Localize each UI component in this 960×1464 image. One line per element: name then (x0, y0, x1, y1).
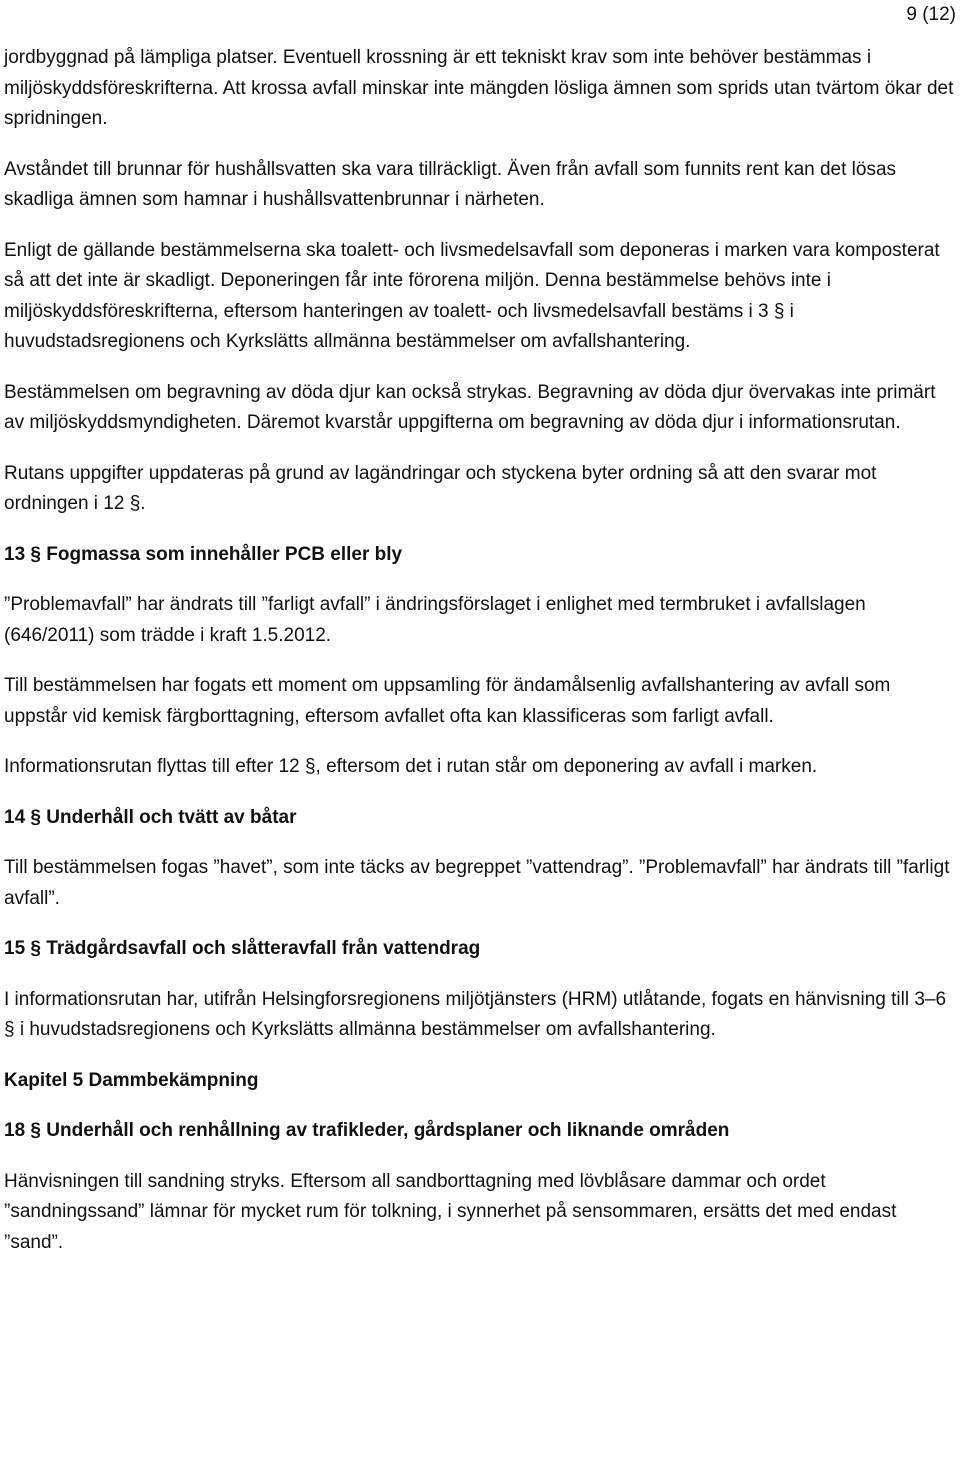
paragraph-box-update: Rutans uppgifter uppdateras på grund av lagändringar och styckena byter ordning så att den svarar mot ordningen i 12 §. (4, 462, 877, 514)
section-heading-18: 18 § Underhåll och renhållning av trafikleder, gårdsplaner och liknande områden (4, 1120, 730, 1141)
paragraph-sanding: Hänvisningen till sandning stryks. Eftersom all sandborttagning med lövblåsare dammar och ordet ”sandningssand” lämnar för mycket rum för tolkning, i synnerhet på sensommaren, ersätts det med endast ”sand”. (4, 1170, 897, 1253)
paragraph-toilet-waste: Enligt de gällande bestämmelserna ska toalett- och livsmedelsavfall som deponeras i marken vara komposterat så att det inte är skadligt. Deponeringen får inte förorena miljön. Denna bestämmelse behövs inte i miljöskyddsföreskrifterna, eftersom hanteringen av toalett- och livsmedelsavfall bestäms i 3 § i huvudstadsregionens och Kyrkslätts allmänna bestämmelser om avfallshantering. (4, 239, 940, 352)
paragraph-animal-burial: Bestämmelsen om begravning av döda djur kan också strykas. Begravning av döda djur övervakas inte primärt av miljöskyddsmyndigheten. Däremot kvarstår uppgifterna om begravning av döda djur i informationsrutan. (4, 381, 936, 433)
paragraph-problem-waste: ”Problemavfall” har ändrats till ”farligt avfall” i ändringsförslaget i enlighet med termbruket i avfallslagen (646/2011) som trädde i kraft 1.5.2012. (4, 594, 866, 646)
paragraph-info-box-moved: Informationsrutan flyttas till efter 12 §, eftersom det i rutan står om deponering av avfall i marken. (4, 756, 818, 777)
paragraph-paint-removal: Till bestämmelsen har fogats ett moment om uppsamling för ändamålsenlig avfallshantering av avfall som uppstår vid kemisk färgborttagning, eftersom avfallet ofta kan klassificeras som farligt avfall. (4, 675, 891, 727)
section-heading-13: 13 § Fogmassa som innehåller PCB eller bly (4, 543, 403, 565)
section-heading-15: 15 § Trädgårdsavfall och slåtteravfall från vattendrag (4, 938, 481, 959)
paragraph-wells: Avståndet till brunnar för hushållsvatten ska vara tillräckligt. Även från avfall som funnits rent kan det lösas skadliga ämnen som hamnar i hushållsvattenbrunnar i närheten. (4, 158, 897, 210)
chapter-heading-5: Kapitel 5 Dammbekämpning (4, 1069, 259, 1091)
paragraph-hrm: I informationsrutan har, utifrån Helsingforsregionens miljötjänsters (HRM) utlåtande, fogats en hänvisning till 3–6 § i huvudstadsregionens och Kyrkslätts allmänna bestämmelser om avfallshantering. (4, 988, 947, 1040)
section-heading-14: 14 § Underhåll och tvätt av båtar (4, 806, 297, 828)
page-number: 9 (12) (906, 4, 956, 25)
paragraph-sea: Till bestämmelsen fogas ”havet”, som inte täcks av begreppet ”vattendrag”. ”Problemavfall” har ändrats till ”farligt avfall”. (4, 857, 950, 909)
paragraph-crushing: jordbyggnad på lämpliga platser. Eventuell krossning är ett tekniskt krav som inte behöver bestämmas i miljöskyddsföreskrifterna. Att krossa avfall minskar inte mängden lösliga ämnen som sprids utan tvärtom ökar det spridningen. (4, 47, 954, 129)
document-body (4, 43, 956, 1258)
